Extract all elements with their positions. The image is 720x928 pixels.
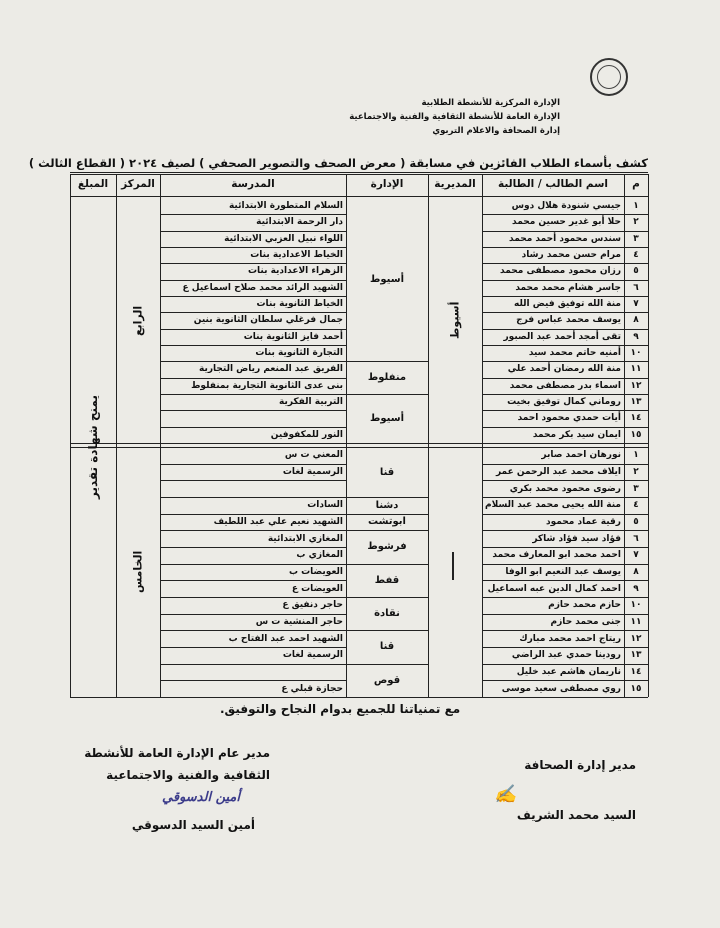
administration-name: أسيوط bbox=[370, 413, 404, 424]
school-name: الخياط الاعدادية بنات bbox=[250, 250, 343, 261]
student-name: منة الله رمضان أحمد علي bbox=[507, 364, 621, 375]
row-number: ٨ bbox=[633, 315, 639, 326]
row-number: ٣ bbox=[633, 483, 639, 494]
prize-certificate: يمنح شهادة تقدير bbox=[86, 395, 100, 500]
school-name: الخياط الثانوية بنات bbox=[256, 299, 343, 310]
row-number: ٥ bbox=[633, 516, 639, 527]
row-rule bbox=[160, 410, 346, 411]
student-name: اسماء بدر مصطفى محمد bbox=[509, 380, 621, 391]
school-name: أحمد فايز الثانوية بنات bbox=[243, 331, 343, 342]
school-name: حجازة قبلي ع bbox=[281, 683, 343, 694]
row-number: ١ bbox=[633, 450, 639, 461]
student-name: أمنيه حاتم محمد سيد bbox=[528, 348, 621, 359]
school-name: التجارة الثانوية بنات bbox=[255, 348, 343, 359]
row-number: ١١ bbox=[630, 364, 642, 375]
school-name: دار الرحمة الابتدائية bbox=[256, 217, 343, 228]
row-number: ١٥ bbox=[630, 429, 642, 440]
right-signature-title: مدير إدارة الصحافة bbox=[524, 758, 636, 772]
student-name: جيسي شنودة هلال دوس bbox=[511, 201, 621, 212]
school-name: النور للمكفوفين bbox=[270, 429, 343, 440]
administration-name: قوص bbox=[373, 674, 401, 686]
left-signature-title-1: مدير عام الإدارة العامة للأنشطة bbox=[84, 746, 270, 760]
row-number: ٥ bbox=[633, 266, 639, 277]
student-name: ناريمان هاشم عبد خليل bbox=[516, 666, 621, 677]
row-number: ٩ bbox=[633, 583, 639, 594]
administration-name: قفط bbox=[374, 574, 400, 586]
row-number: ١٤ bbox=[630, 666, 642, 677]
row-number: ٢ bbox=[633, 466, 639, 477]
school-name: الشهيد الرائد محمد صلاح اسماعيل ع bbox=[182, 282, 343, 293]
row-number: ٦ bbox=[633, 282, 639, 293]
directorate-bracket bbox=[452, 552, 454, 580]
school-name: الرسمية لغات bbox=[282, 466, 343, 477]
student-name: فؤاد سيد فؤاد شاكر bbox=[532, 533, 621, 544]
header-line-3: إدارة الصحافة والاعلام التربوي bbox=[432, 126, 560, 136]
student-name: نورهان احمد صابر bbox=[541, 450, 621, 461]
header-line-1: الإدارة المركزية للأنشطة الطلابية bbox=[421, 98, 560, 108]
student-name: يوسف عبد النعيم ابو الوفا bbox=[505, 566, 621, 577]
school-name: الفريق عبد المنعم رياض التجارية bbox=[199, 364, 343, 375]
school-name: السادات bbox=[307, 500, 343, 511]
student-name: ريتاج احمد محمد مبارك bbox=[519, 633, 621, 644]
closing-remark: مع تمنياتنا للجميع بدوام النجاح والتوفيق. bbox=[220, 702, 461, 716]
student-name: جاسر هشام محمد محمد bbox=[515, 282, 621, 293]
administration-name: نقادة bbox=[374, 608, 400, 620]
school-name: اللواء نبيل العزبي الابتدائية bbox=[224, 233, 343, 244]
student-name: روماني كمال توفيق بخيت bbox=[507, 397, 621, 408]
row-number: ١٠ bbox=[630, 348, 642, 359]
student-name: منة الله توفيق فيض الله bbox=[514, 299, 621, 310]
ministry-logo bbox=[590, 58, 628, 96]
student-name: احمد كمال الدين عبه اسماعيل bbox=[487, 583, 621, 594]
column-header-center: المركز bbox=[121, 178, 155, 190]
document-title: كشف بأسماء الطلاب الفائزين في مسابقة ( معرض الصحف والتصوير الصحفي ) لصيف ٢٠٢٤ ( القطاع الثالث ) bbox=[28, 156, 648, 170]
school-name: العويضات ع bbox=[291, 583, 343, 594]
student-name: رضوى محمود محمد بكري bbox=[509, 483, 621, 494]
student-name: حازم محمد حازم bbox=[548, 600, 621, 611]
school-name: المغازي ب bbox=[296, 550, 343, 561]
row-number: ٧ bbox=[633, 299, 639, 310]
school-name: التربية الفكرية bbox=[279, 397, 343, 408]
student-name: رزان محمود مصطفى محمد bbox=[500, 266, 621, 277]
row-number: ٣ bbox=[633, 233, 639, 244]
student-name: مرام حسن محمد رشاد bbox=[521, 250, 621, 261]
column-header-student: اسم الطالب / الطالبة bbox=[497, 178, 609, 190]
right-handwritten-signature: ✍ bbox=[494, 784, 517, 805]
row-rule bbox=[160, 480, 346, 481]
school-name: المعني ت س bbox=[284, 450, 343, 461]
row-number: ١١ bbox=[630, 616, 642, 627]
administration-name: أسيوط bbox=[370, 274, 404, 286]
student-name: أيات حمدي محمود احمد bbox=[517, 413, 621, 424]
column-rule bbox=[482, 174, 483, 697]
row-number: ١٣ bbox=[630, 397, 642, 408]
student-name: منة الله يحيى محمد عبد السلام bbox=[485, 500, 621, 511]
school-name: الشهيد احمد عبد الفتاح ب bbox=[228, 633, 343, 644]
column-header-num: م bbox=[632, 178, 640, 190]
row-number: ٧ bbox=[633, 550, 639, 561]
left-handwritten-signature: أمين الدسوقي bbox=[162, 790, 240, 805]
header-line-2: الإدارة العامة للأنشطة الثقافية والفنية والاجتماعية bbox=[349, 112, 560, 122]
school-name: حاجر دنفيق ع bbox=[282, 600, 343, 611]
row-number: ٦ bbox=[633, 533, 639, 544]
group-divider-rule bbox=[70, 443, 648, 444]
student-name: احمد محمد ابو المعارف محمد bbox=[492, 550, 621, 561]
row-number: ١٠ bbox=[630, 600, 642, 611]
administration-name: ابوتشت bbox=[368, 516, 406, 528]
student-name: يوسف محمد عباس فرج bbox=[516, 315, 621, 326]
school-name: جمال فرغلي سلطان الثانوية بنين bbox=[193, 315, 343, 326]
student-name: حلا أبو غدير حسين محمد bbox=[512, 217, 621, 228]
school-name: حاجر المنشية ت س bbox=[255, 616, 343, 627]
school-name: بنى عدى الثانوية التجارية بمنفلوط bbox=[191, 380, 343, 391]
row-number: ١٣ bbox=[630, 650, 642, 661]
school-name: العويضات ب bbox=[288, 566, 343, 577]
student-name: جنى محمد حازم bbox=[550, 616, 621, 627]
row-number: ٤ bbox=[633, 250, 639, 261]
administration-name: فرشوط bbox=[367, 541, 407, 553]
title-underline bbox=[70, 172, 648, 173]
left-signature-title-2: الثقافية والفنية والاجتماعية bbox=[106, 768, 270, 782]
header-bottom-rule bbox=[70, 196, 648, 197]
column-rule bbox=[648, 174, 649, 697]
student-name: ايلاف محمد عبد الرحمن عمر bbox=[495, 466, 621, 477]
table-bottom-rule bbox=[70, 697, 648, 698]
row-rule bbox=[160, 664, 346, 665]
administration-name: منفلوط bbox=[367, 372, 407, 384]
row-number: ١ bbox=[633, 201, 639, 212]
column-header-administration: الإدارة bbox=[370, 178, 404, 190]
table-top-rule bbox=[70, 174, 648, 175]
row-number: ١٤ bbox=[630, 413, 642, 424]
school-name: الشهيد نعيم علي عبد اللطيف bbox=[213, 516, 343, 527]
row-number: ٢ bbox=[633, 217, 639, 228]
center-fifth: الخامس bbox=[131, 550, 145, 594]
center-fourth: الرابع bbox=[131, 305, 145, 336]
column-header-prize: المبلغ bbox=[77, 178, 109, 190]
school-name: الزهراء الاعدادية بنات bbox=[247, 266, 343, 277]
administration-name: قنا bbox=[379, 641, 395, 653]
administration-name: دشنا bbox=[375, 499, 399, 511]
student-name: تقى أمجد أحمد عبد الصبور bbox=[503, 331, 621, 342]
left-signature-name: أمين السيد الدسوقي bbox=[131, 818, 255, 832]
column-header-school: المدرسة bbox=[231, 178, 275, 190]
column-header-directorate: المديرية bbox=[434, 178, 476, 190]
row-number: ١٥ bbox=[630, 683, 642, 694]
student-name: رودينا حمدي عبد الراضي bbox=[511, 650, 621, 661]
row-number: ٩ bbox=[633, 331, 639, 342]
row-number: ٤ bbox=[633, 500, 639, 511]
student-name: ايمان سيد بكر محمد bbox=[532, 429, 621, 440]
student-name: سندس محمود أحمد محمد bbox=[509, 233, 621, 244]
row-number: ١٢ bbox=[630, 633, 642, 644]
school-name: المغازي الابتدائية bbox=[267, 533, 343, 544]
right-signature-name: السيد محمد الشريف bbox=[516, 808, 636, 822]
row-number: ١٢ bbox=[630, 380, 642, 391]
student-name: روي مصطفى سعيد موسى bbox=[501, 683, 621, 694]
student-name: رقية عماد محمود bbox=[545, 516, 621, 527]
school-name: السلام المتطورة الابتدائية bbox=[228, 201, 343, 212]
school-name: الرسمية لغات bbox=[282, 650, 343, 661]
row-number: ٨ bbox=[633, 566, 639, 577]
column-rule bbox=[160, 174, 161, 697]
administration-name: قنا bbox=[379, 466, 395, 478]
directorate-name: أسيوط bbox=[448, 301, 462, 340]
